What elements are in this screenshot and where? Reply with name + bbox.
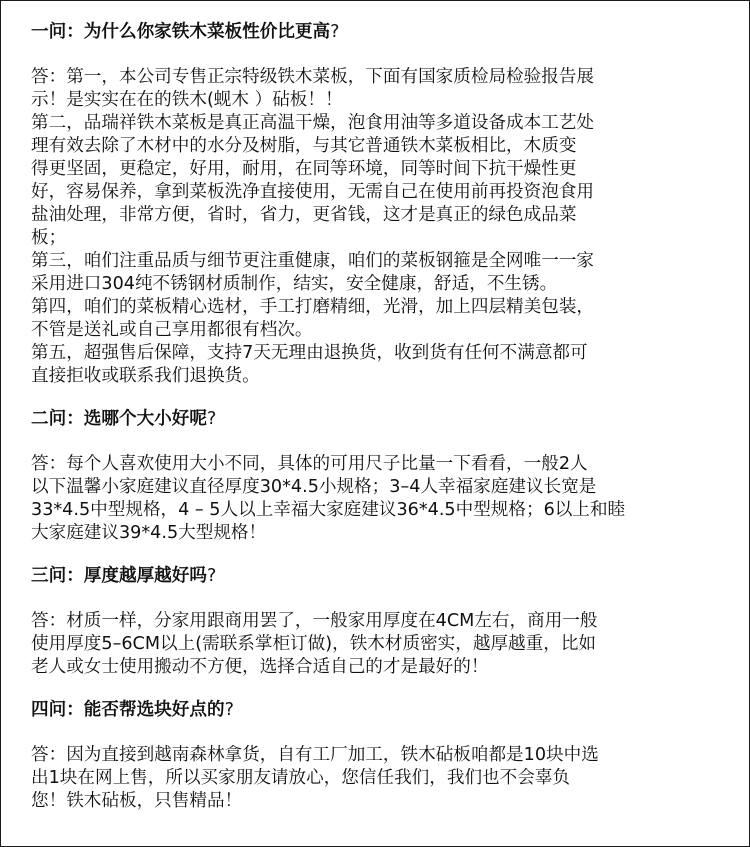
answer-line: 出1块在网上售，所以买家朋友请放心，您信任我们，我们也不会辜负 <box>31 768 571 788</box>
question-text: 厚度越厚越好吗 <box>83 566 207 586</box>
answer-line: 大家庭建议39*4.5大型规格！ <box>31 523 267 543</box>
question-mark: ? <box>206 566 217 586</box>
answer-line: 好，容易保养，拿到菜板洗净直接使用，无需自己在使用前再投资泡食用 <box>31 182 595 202</box>
question-mark: ? <box>206 409 217 429</box>
answer-block <box>31 744 731 813</box>
faq-section-4 <box>31 699 731 813</box>
answer-line: 33*4.5中型规格，4 – 5人以上幸福大家庭建议36*4.5中型规格；6以上和睦 <box>31 500 626 520</box>
answer-line: 理有效去除了木材中的水分及树脂，与其它普通铁木菜板相比，木质变 <box>31 136 577 156</box>
answer-line: 您！铁木砧板，只售精品！ <box>31 791 243 811</box>
answer-line: 采用进口304纯不锈钢材质制作，结实，安全健康，舒适，不生锈。 <box>31 274 558 294</box>
question-text: 能否帮选块好点的 <box>83 700 225 720</box>
answer-block <box>31 453 731 545</box>
faq-section-3 <box>31 565 731 679</box>
answer-line: 以下温馨小家庭建议直径厚度30*4.5小规格；3–4人幸福家庭建议长宽是 <box>31 477 597 497</box>
answer-line: 老人或女士使用搬动不方便，选择合适自己的才是最好的！ <box>31 657 489 677</box>
answer-line: 示！是实实在在的铁木(蚬木 ）砧板！！ <box>31 90 343 110</box>
answer-block <box>31 610 731 679</box>
question-heading <box>31 565 731 588</box>
answer-line: 得更坚固，更稳定，好用，耐用，在同等环境，同等时间下抗干燥性更 <box>31 159 577 179</box>
answer-line: 直接拒收或联系我们退换货。 <box>31 366 260 386</box>
question-prefix: 三问： <box>31 566 84 586</box>
answer-line: 使用厚度5–6CM以上(需联系掌柜订做)，铁木材质密实，越厚越重，比如 <box>31 634 597 654</box>
answer-block <box>31 66 731 388</box>
question-text: 为什么你家铁木菜板性价比更高 <box>83 22 331 42</box>
question-prefix: 二问： <box>31 409 84 429</box>
answer-line: 答：每个人喜欢使用大小不同，具体的可用尺子比量一下看看，一般2人 <box>31 454 588 474</box>
question-prefix: 四问： <box>31 700 84 720</box>
answer-line: 第二，品瑞祥铁木菜板是真正高温干燥，泡食用油等多道设备成本工艺处 <box>31 113 595 133</box>
question-heading <box>31 21 731 44</box>
answer-line: 板； <box>31 228 67 248</box>
answer-line: 答：第一，本公司专售正宗特级铁木菜板，下面有国家质检局检验报告展 <box>31 67 595 87</box>
question-text: 选哪个大小好呢 <box>83 409 207 429</box>
answer-line: 第四，咱们的菜板精心选材，手工打磨精细，光滑，加上四层精美包装， <box>31 297 595 317</box>
answer-line: 第三，咱们注重品质与细节更注重健康，咱们的菜板钢箍是全网唯一一家 <box>31 251 595 271</box>
faq-section-1 <box>31 21 731 388</box>
question-prefix: 一问： <box>31 22 84 42</box>
question-mark: ? <box>224 700 234 720</box>
answer-line: 第五，超强售后保障，支持7天无理由退换货，收到货有任何不满意都可 <box>31 343 588 363</box>
faq-section-2 <box>31 408 731 545</box>
answer-line: 盐油处理，非常方便，省时，省力，更省钱，这才是真正的绿色成品菜 <box>31 205 577 225</box>
question-heading <box>31 408 731 431</box>
answer-line: 答：材质一样，分家用跟商用罢了，一般家用厚度在4CM左右，商用一般 <box>31 611 598 631</box>
answer-line: 不管是送礼或自己享用都很有档次。 <box>31 320 313 340</box>
question-heading <box>31 699 731 722</box>
question-mark: ? <box>330 22 340 42</box>
answer-line: 答：因为直接到越南森林拿货，自有工厂加工，铁木砧板咱都是10块中选 <box>31 745 599 765</box>
